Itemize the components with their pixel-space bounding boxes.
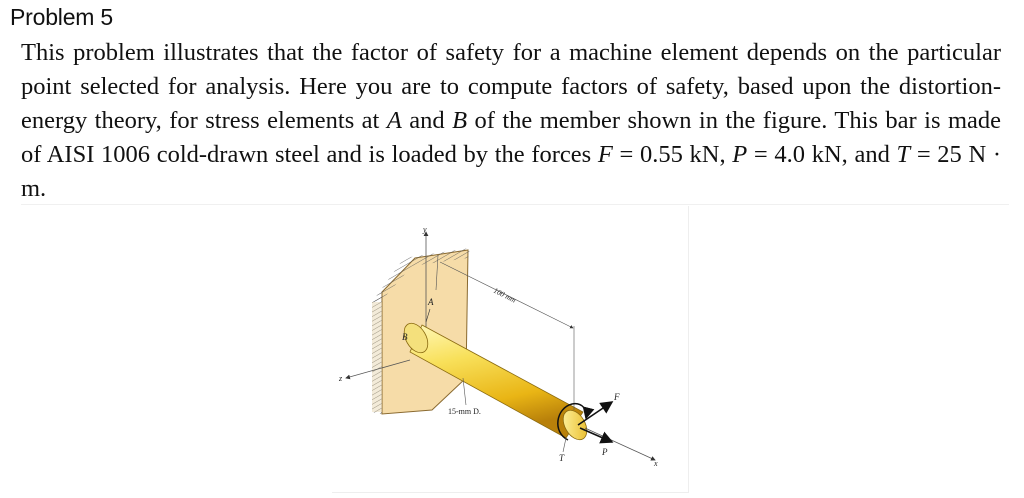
force-p-label: P: [602, 447, 608, 457]
point-b-ref: B: [452, 107, 468, 134]
torque-t-value: = 25 N · m.: [21, 141, 1001, 202]
torque-t-leader: [563, 438, 566, 452]
force-p-symbol: P: [732, 141, 748, 168]
wall-side-strip: [372, 302, 382, 412]
force-f-symbol: F: [597, 141, 613, 168]
x-axis: [585, 428, 655, 460]
force-f-arrow: [578, 402, 612, 425]
torque-t-label: T: [559, 453, 565, 463]
statement-and: and: [401, 107, 453, 134]
x-axis-label: x: [654, 459, 658, 468]
torque-t-symbol: T: [896, 141, 911, 168]
statement-part-2: of the member shown in the figure. This bar is made of AISI 1006 cold-drawn steel and is loaded by the forces: [21, 107, 1002, 168]
force-f-value: = 0.55 kN,: [612, 141, 733, 168]
force-f-label: F: [614, 392, 620, 402]
dim-100mm-label: 100 mm: [492, 285, 518, 305]
point-a-ref: A: [386, 107, 402, 134]
statement-part-1: This problem illustrates that the factor of safety for a machine element depends on the particular point selected for analysis. Here you are to compute factors of safety, based upon the distortion-energy theory, for stress elements at: [21, 39, 1001, 134]
z-axis-label: z: [339, 374, 343, 383]
diameter-label: 15-mm D.: [448, 407, 481, 416]
point-a-label: A: [428, 297, 434, 307]
problem-heading: Problem 5: [10, 4, 114, 30]
point-b-label: B: [402, 332, 408, 342]
force-p-value: = 4.0 kN, and: [747, 141, 897, 168]
y-axis-label: y: [423, 225, 427, 234]
